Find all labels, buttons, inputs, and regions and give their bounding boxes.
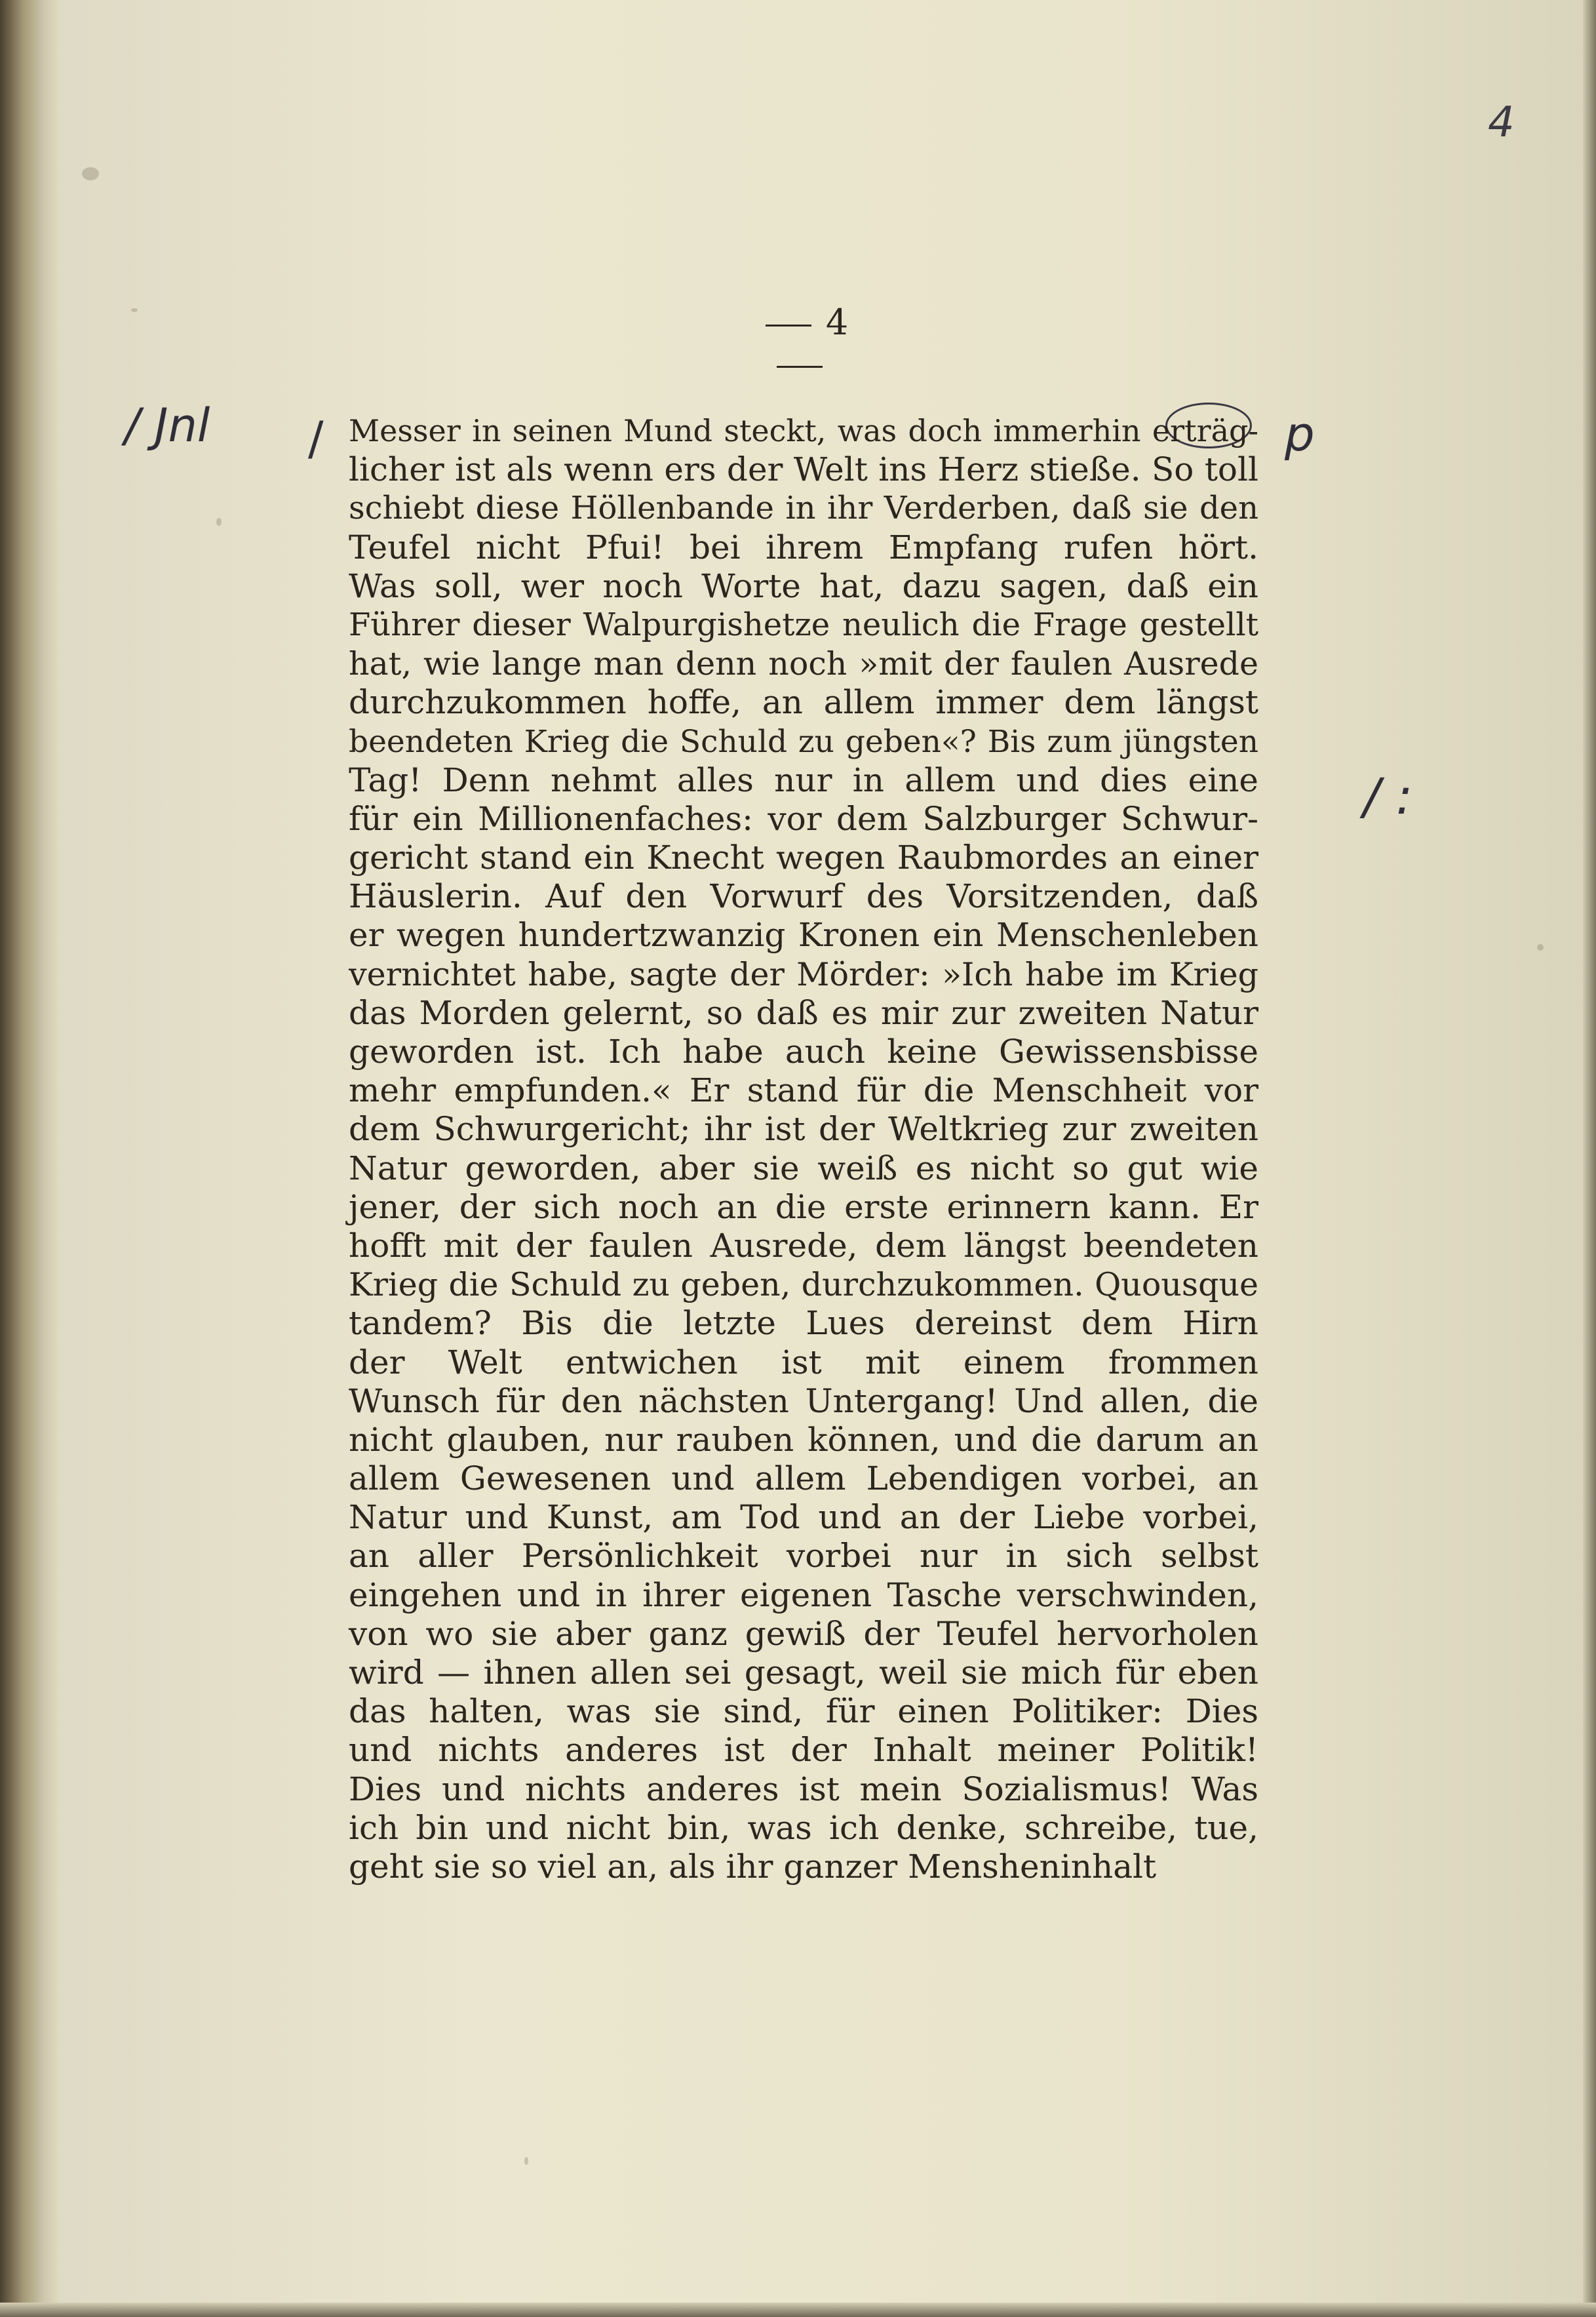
- text-line: jener, der sich noch an die erste erinnern kann. Er: [349, 1187, 1258, 1226]
- dash-left: [766, 325, 811, 327]
- page-right-edge: [1583, 0, 1596, 2317]
- text-line: hofft mit der faulen Ausrede, dem längst beendeten: [349, 1226, 1258, 1265]
- text-line: der Welt entwichen ist mit einem frommen: [349, 1343, 1258, 1381]
- handwritten-proof-mark: p: [1285, 406, 1315, 462]
- text-line: geworden ist. Ich habe auch keine Gewissensbisse: [349, 1033, 1258, 1071]
- book-spine-shadow: [0, 0, 59, 2317]
- page-bottom-edge: [0, 2303, 1596, 2317]
- text-line: Krieg die Schuld zu geben, durchzukommen. Quousque: [349, 1266, 1258, 1304]
- text-line: Was soll, wer noch Worte hat, dazu sagen, daß ein: [349, 566, 1258, 605]
- text-line: Dies und nichts anderes ist mein Sozialismus! Was: [349, 1770, 1258, 1808]
- text-line: wird — ihnen allen sei gesagt, weil sie mich für eben: [349, 1654, 1258, 1692]
- text-line: licher ist als wenn ers der Welt ins Herz stieße. So toll: [349, 450, 1258, 489]
- handwritten-margin-note: / Jnl: [125, 399, 210, 452]
- text-line: geht sie so viel an, als ihr ganzer Mensheninhalt: [349, 1847, 1157, 1886]
- text-line: ich bin und nicht bin, was ich denke, schreibe, tue,: [349, 1808, 1258, 1847]
- body-text: [349, 412, 1258, 1886]
- stain: [216, 518, 222, 526]
- text-line: dem Schwurgericht; ihr ist der Weltkrieg zur zweiten: [349, 1110, 1258, 1149]
- text-line: er wegen hundertzwanzig Kronen ein Menschenleben: [349, 916, 1258, 955]
- stain: [524, 2157, 528, 2165]
- text-line: Natur geworden, aber sie weiß es nicht so gut wie: [349, 1149, 1258, 1187]
- text-line: an aller Persönlichkeit vorbei nur in sich selbst: [349, 1537, 1258, 1575]
- text-line: beendeten Krieg die Schuld zu geben«? Bis zum jüngsten: [349, 723, 1258, 760]
- text-line: Messer in seinen Mund steckt, was doch immerhin erträg-: [349, 413, 1258, 448]
- text-line: vernichtet habe, sagte der Mörder: »Ich habe im Krieg: [349, 955, 1258, 993]
- handwritten-proof-mark: / :: [1363, 767, 1413, 825]
- text-line: Tag! Denn nehmt alles nur in allem und dies eine: [349, 761, 1258, 799]
- stain: [82, 167, 99, 180]
- text-line: gericht stand ein Knecht wegen Raubmordes an einer: [349, 839, 1258, 877]
- text-line: das halten, was sie sind, für einen Politiker: Dies: [349, 1692, 1258, 1731]
- text-line: Führer dieser Walpurgishetze neulich die Frage gestellt: [349, 606, 1258, 643]
- text-line: Wunsch für den nächsten Untergang! Und allen, die: [349, 1381, 1258, 1420]
- text-line: tandem? Bis die letzte Lues dereinst dem Hirn: [349, 1304, 1258, 1343]
- dash-right: [777, 366, 823, 368]
- text-line: eingehen und in ihrer eigenen Tasche verschwinden,: [349, 1575, 1258, 1614]
- text-line: von wo sie aber ganz gewiß der Teufel hervorholen: [349, 1614, 1258, 1653]
- text-line: hat, wie lange man denn noch »mit der faulen Ausrede: [349, 645, 1258, 683]
- text-line: allem Gewesenen und allem Lebendigen vorbei, an: [349, 1459, 1258, 1498]
- insertion-slash-mark: /: [308, 412, 324, 465]
- text-line: für ein Millionenfaches: vor dem Salzburger Schwur-: [349, 799, 1258, 838]
- text-line: und nichts anderes ist der Inhalt meiner Politik!: [349, 1731, 1258, 1770]
- text-line: durchzukommen hoffe, an allem immer dem längst: [349, 683, 1258, 722]
- stain: [1537, 944, 1544, 951]
- text-line: das Morden gelernt, so daß es mir zur zweiten Natur: [349, 993, 1258, 1032]
- page-number: [721, 302, 878, 384]
- page-number-value: 4: [825, 302, 849, 343]
- text-line: Häuslerin. Auf den Vorwurf des Vorsitzenden, daß: [349, 877, 1258, 916]
- text-line: Natur und Kunst, am Tod und an der Liebe vorbei,: [349, 1498, 1258, 1537]
- archive-folio-number: 4: [1488, 98, 1515, 147]
- text-line: schiebt diese Höllenbande in ihr Verderben, daß sie den: [349, 490, 1258, 527]
- text-line: mehr empfunden.« Er stand für die Menschheit vor: [349, 1071, 1258, 1110]
- stain: [131, 308, 138, 312]
- text-line: nicht glauben, nur rauben können, und die darum an: [349, 1420, 1258, 1459]
- text-line: Teufel nicht Pfui! bei ihrem Empfang rufen hört.: [349, 528, 1258, 566]
